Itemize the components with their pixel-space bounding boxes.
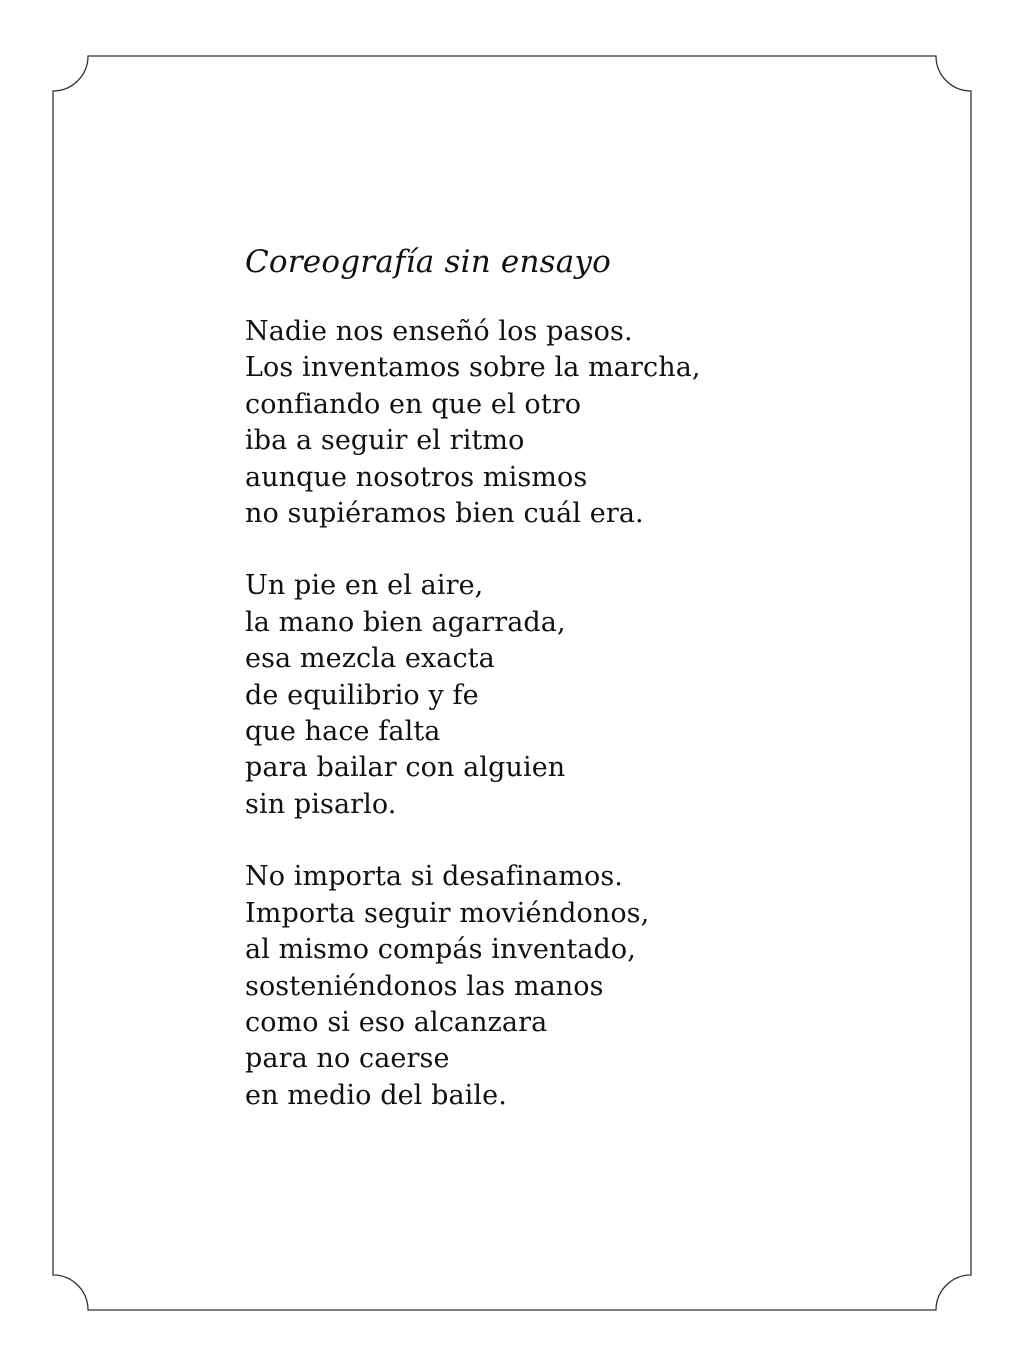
stanza-1 bbox=[245, 314, 965, 532]
verse-line: Importa seguir moviéndonos, bbox=[245, 897, 650, 929]
verse-line: como si eso alcanzara bbox=[245, 1006, 548, 1038]
poem-title: Coreografía sin ensayo bbox=[245, 244, 612, 280]
verse-line: esa mezcla exacta bbox=[245, 643, 495, 675]
verse-line: que hace falta bbox=[245, 716, 441, 748]
verse-line: la mano bien agarrada, bbox=[245, 606, 566, 638]
verse-line: sin pisarlo. bbox=[245, 788, 397, 820]
verse-line: Nadie nos enseñó los pasos. bbox=[245, 316, 633, 347]
verse-line: de equilibrio y fe bbox=[245, 679, 479, 711]
verse-line: No importa si desafinamos. bbox=[245, 861, 623, 893]
verse-line: Un pie en el aire, bbox=[245, 570, 484, 602]
verse-line: confiando en que el otro bbox=[245, 388, 582, 420]
verse-line: iba a seguir el ritmo bbox=[245, 425, 525, 457]
verse-line: aunque nosotros mismos bbox=[245, 461, 588, 493]
stanza-2 bbox=[245, 568, 965, 823]
verse-line: en medio del baile. bbox=[245, 1079, 507, 1111]
stanza-3 bbox=[245, 859, 965, 1114]
verse-line: para no caerse bbox=[245, 1043, 450, 1075]
verse-line: al mismo compás inventado, bbox=[245, 934, 636, 966]
verse-line: Los inventamos sobre la marcha, bbox=[245, 352, 701, 384]
poem bbox=[245, 242, 965, 1150]
verse-line: sosteniéndonos las manos bbox=[245, 970, 604, 1002]
verse-line: para bailar con alguien bbox=[245, 752, 566, 784]
verse-line: no supiéramos bien cuál era. bbox=[245, 498, 644, 530]
